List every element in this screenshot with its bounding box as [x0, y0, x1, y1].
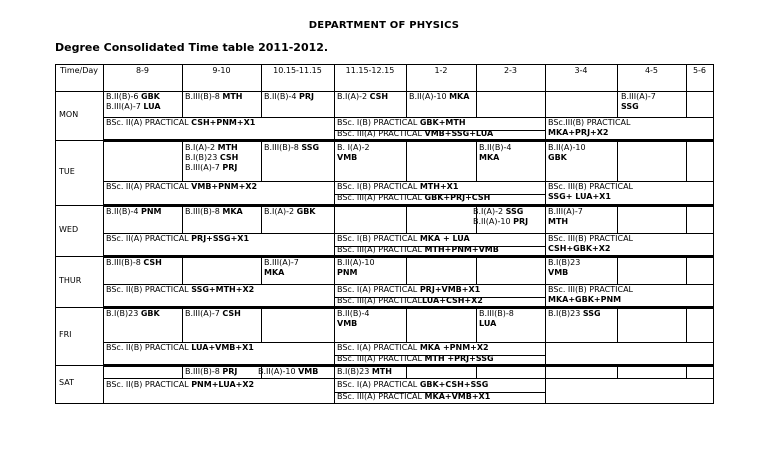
teacher-code: SSG — [582, 309, 601, 318]
teacher-code: PNM+LUA+X2 — [191, 380, 255, 389]
class-label: B.II(B)-6 — [106, 92, 141, 101]
teacher-code: LUA — [143, 102, 161, 111]
teacher-code: VMB — [337, 153, 358, 162]
teacher-code: MTH+X1 — [419, 182, 459, 191]
class-label: BSc. III(A) PRACTICAL — [337, 354, 425, 363]
grid-line — [406, 365, 407, 379]
grid-line — [182, 365, 183, 379]
period-header: 4-5 — [644, 66, 659, 75]
timetable-entry — [337, 129, 493, 139]
class-label: B.III(B)-8 — [185, 207, 223, 216]
timetable-entry — [106, 343, 254, 353]
class-label: B.III(A)-7 — [621, 92, 656, 101]
page-title: DEPARTMENT OF PHYSICS — [308, 20, 460, 31]
teacher-code: CSH — [143, 258, 162, 267]
class-label: BSc. II(B) PRACTICAL — [106, 380, 192, 389]
teacher-code: VMB+PNM+X2 — [191, 182, 258, 191]
class-label: BSc. III(B) PRACTICAL — [548, 182, 633, 191]
class-label: BSc. I(A) PRACTICAL — [337, 343, 420, 352]
timetable-entry — [337, 234, 470, 244]
class-label: B.III(A)-7 — [185, 309, 223, 318]
grid-line — [182, 256, 183, 285]
timetable-entry — [264, 143, 319, 153]
grid-line — [617, 365, 618, 379]
grid-line — [261, 140, 262, 182]
grid-line — [617, 140, 618, 182]
teacher-code: MKA+VMB+X1 — [424, 392, 491, 401]
teacher-code: GBK — [548, 153, 567, 162]
grid-line — [545, 140, 546, 182]
timetable-entry — [337, 354, 494, 364]
timetable-entry — [337, 118, 466, 128]
grid-line — [406, 140, 407, 182]
teacher-code: SSG — [301, 143, 320, 152]
timetable-entry — [185, 143, 238, 173]
teacher-code: CSH+PNM+X1 — [191, 118, 256, 127]
timetable-entry — [337, 92, 388, 102]
grid-line — [261, 205, 262, 234]
class-label: BSc. III(A) PRACTICAL — [337, 193, 425, 202]
timetable-entry — [264, 258, 299, 278]
timetable-entry — [185, 309, 241, 319]
class-label: B.I(A)-2 — [185, 143, 218, 152]
class-label: BSc. I(B) PRACTICAL — [337, 182, 420, 191]
class-label: B.II(B)-4 — [264, 92, 299, 101]
grid-line — [55, 64, 56, 404]
grid-line — [103, 64, 104, 404]
grid-line — [55, 64, 714, 65]
teacher-code: MTH +PRJ+SSG — [424, 354, 494, 363]
class-label: B.II(A)-10 — [409, 92, 450, 101]
class-label: B.II(A)-10 — [337, 258, 375, 267]
timetable-entry — [106, 207, 162, 217]
teacher-code: GBK+PRJ+CSH — [424, 193, 491, 202]
class-label: B.II(A)-10 — [548, 143, 586, 152]
timetable-entry — [337, 296, 483, 306]
grid-line — [334, 91, 335, 118]
period-header: 5-6 — [692, 66, 707, 75]
teacher-code: MKA — [449, 92, 470, 101]
class-label: B.III(A)-7 — [106, 102, 144, 111]
timetable-entry — [548, 182, 633, 202]
grid-line — [334, 117, 335, 141]
teacher-code: PRJ+SSG+X1 — [191, 234, 250, 243]
timetable-entry — [337, 343, 489, 353]
class-label: B.III(B)-8 — [185, 92, 223, 101]
teacher-code: MTH+PNM+VMB — [424, 245, 499, 254]
teacher-code: CSH — [369, 92, 389, 101]
grid-line — [261, 307, 262, 343]
timetable-entry — [337, 367, 392, 377]
class-label: BSc. II(A) PRACTICAL — [106, 118, 192, 127]
grid-line — [334, 233, 335, 257]
class-label: B.III(A)-7 — [264, 258, 299, 267]
class-label: B.III(A)-7 — [185, 163, 223, 172]
teacher-code: MKA — [264, 268, 285, 277]
timetable-entry — [548, 118, 630, 138]
grid-line — [182, 140, 183, 182]
grid-line — [686, 205, 687, 234]
grid-line — [55, 256, 104, 257]
class-label: BSc. I(A) PRACTICAL — [337, 285, 420, 294]
timetable-entry — [258, 367, 318, 377]
class-label: B.II(A)-10 — [258, 367, 299, 376]
grid-line — [261, 256, 262, 285]
grid-line — [476, 307, 477, 343]
class-label: B.II(B)-4 — [106, 207, 141, 216]
grid-line — [182, 205, 183, 234]
grid-line — [406, 91, 407, 118]
teacher-code: MTH — [371, 367, 392, 376]
teacher-code: PNM — [141, 207, 162, 216]
teacher-code: CSH — [222, 309, 241, 318]
timetable-entry — [106, 92, 161, 112]
day-label: FRI — [59, 330, 72, 339]
grid-line — [545, 342, 546, 366]
timetable-entry — [337, 380, 488, 390]
teacher-code: LUA+VMB+X1 — [191, 343, 254, 352]
grid-line — [713, 64, 714, 404]
grid-line — [545, 91, 546, 118]
class-label: B.III(B)-8 — [479, 309, 514, 318]
teacher-code: MKA — [222, 207, 243, 216]
period-header: 11.15-12.15 — [345, 66, 395, 75]
teacher-code: GBK — [140, 309, 160, 318]
grid-line — [103, 255, 714, 258]
grid-line — [686, 365, 687, 379]
timetable-entry — [548, 143, 586, 163]
class-label: BSc. II(B) PRACTICAL — [106, 343, 192, 352]
grid-line — [686, 307, 687, 343]
timetable-entry — [337, 309, 369, 329]
timetable-entry — [548, 207, 583, 227]
class-label: B.I(B)23 — [548, 258, 581, 267]
teacher-code: MTH — [222, 92, 243, 101]
grid-line — [334, 378, 335, 404]
teacher-code: SSG — [621, 102, 639, 111]
class-label: BSc. III(A) PRACTICAL — [337, 296, 422, 305]
grid-line — [686, 256, 687, 285]
timetable-entry — [337, 245, 499, 255]
class-label: BSc. I(A) PRACTICAL — [337, 380, 420, 389]
timetable-entry — [337, 285, 480, 295]
teacher-code: MKA — [479, 153, 500, 162]
grid-line — [406, 307, 407, 343]
period-header: 9-10 — [212, 66, 231, 75]
teacher-code: MTH — [548, 217, 569, 226]
period-header: 8-9 — [135, 66, 150, 75]
teacher-code: VMB — [298, 367, 319, 376]
timetable-entry — [185, 367, 237, 377]
timetable-entry — [106, 182, 257, 192]
teacher-code: MTH — [217, 143, 238, 152]
teacher-code: SSG+ LUA+X1 — [548, 192, 611, 201]
grid-line — [182, 307, 183, 343]
timetable-entry — [264, 207, 316, 217]
timetable-entry — [264, 92, 314, 102]
grid-line — [686, 140, 687, 182]
timetable-entry — [106, 309, 160, 319]
teacher-code: VMB — [337, 319, 358, 328]
teacher-code: GBK+MTH — [419, 118, 466, 127]
grid-line — [103, 378, 714, 379]
grid-line — [103, 139, 714, 142]
class-label: B.I(B)23 — [548, 309, 583, 318]
teacher-code: MKA+PRJ+X2 — [548, 128, 609, 137]
period-header: 10.15-11.15 — [273, 66, 322, 75]
timetable-entry — [337, 392, 490, 402]
timetable-entry — [337, 182, 458, 192]
grid-line — [545, 233, 546, 257]
class-label: B.III(A)-7 — [548, 207, 583, 216]
grid-line — [617, 256, 618, 285]
timetable-entry — [548, 234, 633, 254]
class-label: BSc. II(B) PRACTICAL — [106, 285, 192, 294]
timetable-entry — [185, 92, 242, 102]
grid-line — [476, 91, 477, 118]
grid-line — [334, 365, 335, 379]
teacher-code: GBK — [141, 92, 160, 101]
day-label: SAT — [59, 378, 74, 387]
timetable-entry — [548, 309, 601, 319]
teacher-code: PRJ — [222, 367, 238, 376]
grid-line — [182, 91, 183, 118]
grid-line — [55, 140, 104, 141]
teacher-code: GBK+CSH+SSG — [419, 380, 489, 389]
class-label: BSc.III(B) PRACTICAL — [548, 118, 631, 127]
grid-line — [55, 403, 714, 404]
class-label: B.III(B)-8 — [185, 367, 223, 376]
grid-line — [617, 307, 618, 343]
header-corner-label: Time/Day — [59, 66, 99, 75]
grid-line — [334, 256, 335, 285]
class-label: BSc. I(B) PRACTICAL — [337, 118, 420, 127]
teacher-code: SSG+MTH+X2 — [191, 285, 255, 294]
teacher-code: MKA + LUA — [419, 234, 470, 243]
timetable-entry — [106, 258, 162, 268]
teacher-code: CSH+GBK+X2 — [548, 244, 611, 253]
teacher-code: PNM — [337, 268, 358, 277]
class-label: B.I(A)-2 — [337, 92, 370, 101]
teacher-code: PRJ — [513, 217, 529, 226]
timetable-entry — [106, 285, 254, 295]
grid-line — [334, 205, 335, 234]
day-label: TUE — [59, 167, 75, 176]
class-label: B.I(B)23 — [185, 153, 220, 162]
teacher-code: CSH — [219, 153, 239, 162]
teacher-code: SSG — [505, 207, 524, 216]
grid-line — [406, 205, 407, 234]
class-label: BSc. III(B) PRACTICAL — [548, 234, 633, 243]
class-label: BSc. III(A) PRACTICAL — [337, 392, 425, 401]
class-label: B.I(B)23 — [337, 367, 372, 376]
grid-line — [545, 205, 546, 234]
class-label: B.III(B)-8 — [264, 143, 302, 152]
day-label: MON — [59, 110, 79, 119]
grid-line — [686, 91, 687, 118]
grid-line — [545, 256, 546, 285]
grid-line — [476, 365, 477, 379]
teacher-code: VMB+SSG+LUA — [424, 129, 494, 138]
grid-line — [334, 140, 335, 182]
period-header: 2-3 — [503, 66, 518, 75]
period-header: 3-4 — [574, 66, 588, 75]
teacher-code: PRJ — [299, 92, 314, 101]
grid-line — [334, 307, 335, 343]
timetable-entry — [106, 234, 249, 244]
class-label: B.I(B)23 — [106, 309, 141, 318]
grid-line — [334, 284, 335, 308]
grid-line — [545, 284, 546, 308]
timetable-entry — [106, 380, 254, 390]
timetable-entry — [337, 258, 375, 278]
class-label: BSc. II(A) PRACTICAL — [106, 234, 192, 243]
day-label: WED — [59, 225, 79, 234]
class-label: BSc. II(A) PRACTICAL — [106, 182, 192, 191]
teacher-code: GBK — [296, 207, 316, 216]
grid-line — [476, 256, 477, 285]
teacher-code: PRJ — [222, 163, 238, 172]
grid-line — [476, 140, 477, 182]
class-label: BSc. III(B) PRACTICAL — [548, 285, 633, 294]
timetable-entry — [548, 258, 580, 278]
grid-line — [55, 307, 104, 308]
class-label: BSc. I(B) PRACTICAL — [337, 234, 420, 243]
timetable-entry — [479, 309, 514, 329]
timetable-entry — [479, 143, 511, 163]
teacher-code: LUA — [479, 319, 497, 328]
class-label: B.I(A)-2 — [473, 207, 506, 216]
teacher-code: MKA+GBK+PNM — [548, 295, 622, 304]
timetable-entry — [106, 118, 255, 128]
class-label: B.I(A)-2 — [264, 207, 297, 216]
grid-line — [261, 91, 262, 118]
timetable-entry — [337, 143, 370, 163]
grid-line — [406, 256, 407, 285]
grid-line — [55, 205, 104, 206]
timetable-entry — [548, 285, 633, 305]
timetable-entry — [337, 193, 490, 203]
timetable-entry — [185, 207, 243, 217]
class-label: B. I(A)-2 — [337, 143, 370, 152]
grid-line — [617, 91, 618, 118]
grid-line — [55, 365, 104, 366]
teacher-code: LUA+CSH+X2 — [421, 296, 483, 305]
class-label: B.II(B)-4 — [337, 309, 370, 318]
class-label: BSc. III(A) PRACTICAL — [337, 129, 425, 138]
grid-line — [545, 307, 546, 343]
timetable-subtitle: Degree Consolidated Time table 2011-2012. — [55, 41, 329, 54]
timetable-entry — [621, 92, 656, 112]
day-label: THUR — [59, 276, 82, 285]
class-label: B.III(B)-8 — [106, 258, 144, 267]
class-label: B.II(A)-10 — [473, 217, 514, 226]
teacher-code: MKA +PNM+X2 — [419, 343, 489, 352]
teacher-code: PRJ+VMB+X1 — [419, 285, 481, 294]
grid-line — [545, 117, 546, 141]
class-label: BSc. III(A) PRACTICAL — [337, 245, 425, 254]
grid-line — [545, 378, 546, 404]
timetable-entry — [473, 207, 528, 227]
timetable-entry — [409, 92, 469, 102]
class-label: B.II(B)-4 — [479, 143, 512, 152]
grid-line — [334, 342, 335, 366]
grid-line — [617, 205, 618, 234]
period-header: 1-2 — [434, 66, 448, 75]
grid-line — [545, 365, 546, 379]
teacher-code: VMB — [548, 268, 569, 277]
